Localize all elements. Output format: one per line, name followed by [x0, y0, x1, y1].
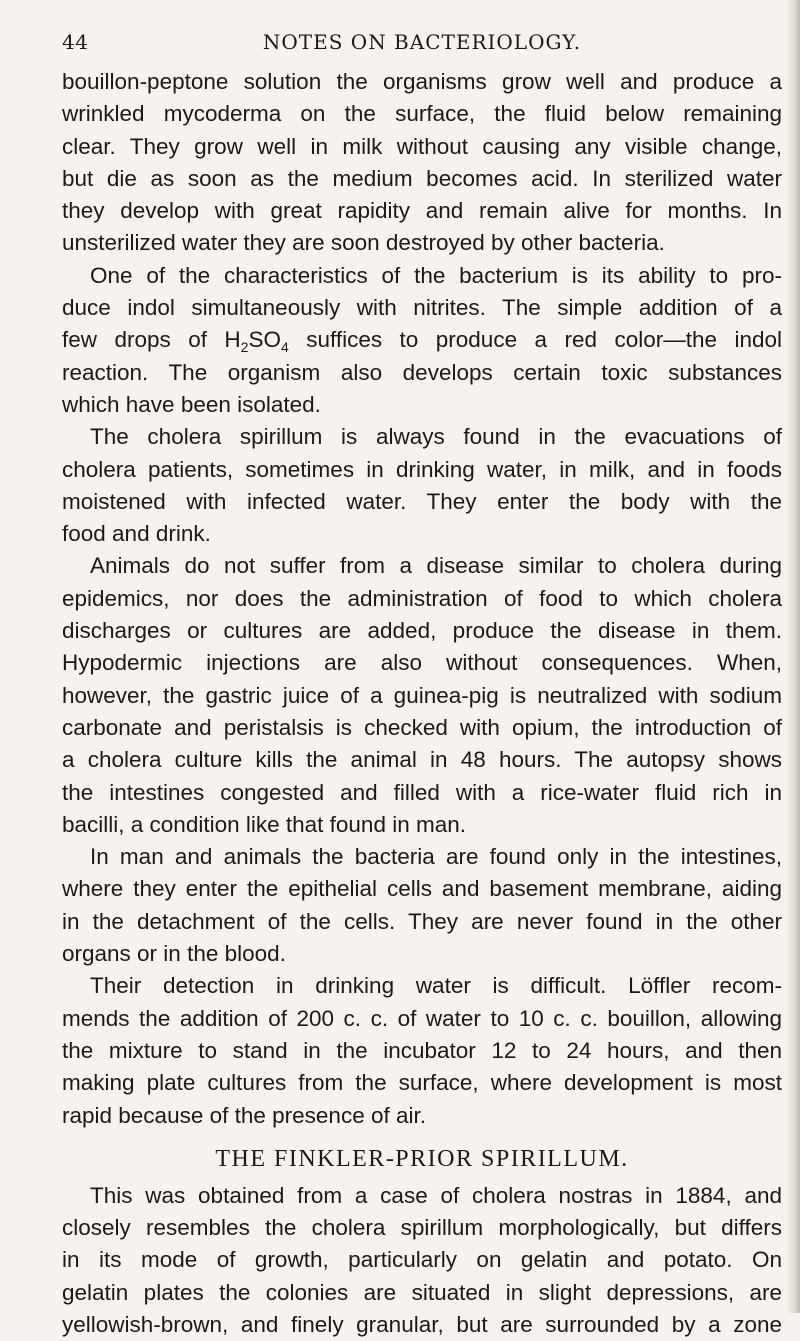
- text-line-formula: [62, 324, 782, 356]
- text-line: rapid because of the presence of air.: [62, 1102, 426, 1128]
- text-line: they develop with great rapidity and remain alive for months. In: [62, 198, 782, 224]
- text-line: bacilli, a condition like that found in man.: [62, 811, 466, 837]
- text-segment: SO: [248, 327, 281, 353]
- text-line: which have been isolated.: [62, 391, 321, 417]
- text-line: making plate cultures from the surface, where development is most: [62, 1070, 782, 1096]
- text-segment: few drops of H: [62, 327, 241, 353]
- text-segment: suffices to produce a red color—the indol: [288, 327, 782, 353]
- text-line: duce indol simultaneously with nitrites. The simple addition of a: [62, 295, 782, 321]
- text-line: This was obtained from a case of cholera nostras in 1884, and: [90, 1182, 782, 1208]
- text-line: wrinkled mycoderma on the surface, the fluid below remaining: [62, 101, 782, 127]
- text-line: In man and animals the bacteria are found only in the intestines,: [90, 844, 782, 870]
- text-line: organs or in the blood.: [62, 941, 286, 967]
- text-line: Animals do not suffer from a disease similar to cholera during: [90, 553, 782, 579]
- text-line: mends the addition of 200 c. c. of water to 10 c. c. bouillon, allowing: [62, 1005, 782, 1031]
- page-number: 44: [62, 30, 89, 54]
- subscript: 4: [280, 339, 289, 356]
- page-edge-shadow: [786, 0, 800, 1313]
- text-line: cholera patients, sometimes in drinking water, in milk, and in foods: [62, 456, 782, 482]
- text-line: reaction. The organism also develops certain toxic substances: [62, 359, 782, 385]
- section-heading: THE FINKLER-PRIOR SPIRILLUM.: [215, 1145, 629, 1172]
- text-line: moistened with infected water. They enter the body with the: [62, 488, 782, 514]
- text-line: the intestines congested and filled with a rice-water fluid rich in: [62, 779, 782, 805]
- text-line: Hypodermic injections are also without consequences. When,: [62, 650, 782, 676]
- text-line: food and drink.: [62, 521, 211, 547]
- text-line: closely resembles the cholera spirillum morphologically, but differs: [62, 1215, 782, 1241]
- page-header: [62, 30, 782, 60]
- text-line: where they enter the epithelial cells and basement membrane, aiding: [62, 876, 782, 902]
- text-line: in its mode of growth, particularly on gelatin and potato. On: [62, 1247, 782, 1273]
- text-line: yellowish-brown, and finely granular, but are surrounded by a zone: [62, 1311, 782, 1337]
- text-line: discharges or cultures are added, produce the disease in them.: [62, 618, 782, 644]
- subscript: 2: [240, 339, 249, 356]
- text-line: the mixture to stand in the incubator 12 to 24 hours, and then: [62, 1037, 782, 1063]
- text-line: epidemics, nor does the administration of food to which cholera: [62, 585, 782, 611]
- text-line: but die as soon as the medium becomes acid. In sterilized water: [62, 165, 782, 191]
- running-head: NOTES ON BACTERIOLOGY.: [262, 30, 582, 54]
- text-line: carbonate and peristalsis is checked with opium, the introduction of: [62, 714, 782, 740]
- text-line: Their detection in drinking water is difficult. Löffler recom-: [90, 973, 782, 999]
- text-line: in the detachment of the cells. They are never found in the other: [62, 908, 782, 934]
- text-line: unsterilized water they are soon destroyed by other bacteria.: [62, 230, 665, 256]
- text-line: however, the gastric juice of a guinea-pig is neutralized with sodium: [62, 682, 782, 708]
- text-line: The cholera spirillum is always found in the evacuations of: [90, 424, 782, 450]
- text-line: gelatin plates the colonies are situated in slight depressions, are: [62, 1279, 782, 1305]
- text-line: a cholera culture kills the animal in 48 hours. The autopsy shows: [62, 747, 782, 773]
- text-line: bouillon-peptone solution the organisms grow well and produce a: [62, 69, 782, 94]
- text-line: clear. They grow well in milk without causing any visible change,: [62, 133, 782, 159]
- text-line: One of the characteristics of the bacterium is its ability to pro-: [90, 262, 782, 288]
- body-text: [62, 66, 782, 1341]
